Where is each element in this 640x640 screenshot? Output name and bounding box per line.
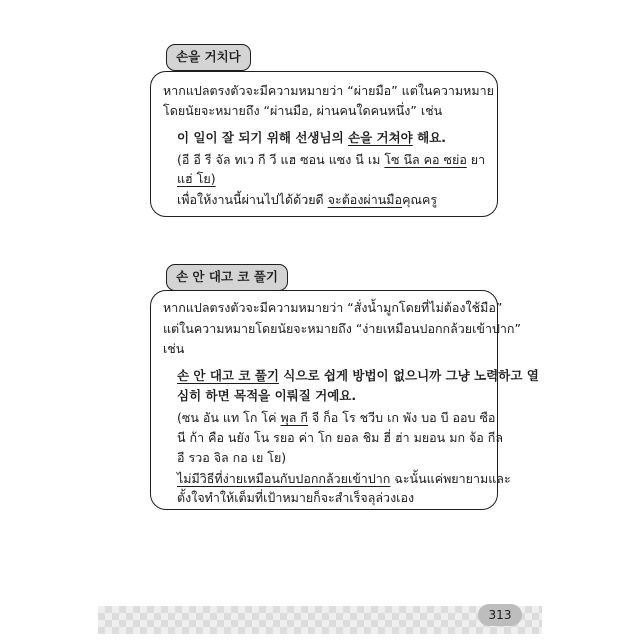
section-1-box bbox=[150, 71, 498, 217]
section-2-thai-line-2: ตั้งใจทำให้เต็มที่เป้าหมายก็จะสำเร็จลุล่วงเอง bbox=[177, 490, 415, 505]
section-2-pronunciation-line-2: นี ก้า คือ นยัง โน รยอ ค่า โก ยอล ชิม ฮี่ ฮ่า มยอน มก จ้อ กีล bbox=[177, 430, 504, 445]
section-1-intro-line-2: โดยนัยจะหมายถึง “ผ่านมือ, ผ่านคนใดคนหนึ่ง” เช่น bbox=[163, 103, 443, 118]
section-2-korean-line-1 bbox=[177, 368, 539, 384]
page-number: 313 bbox=[478, 604, 522, 626]
footer-pattern bbox=[98, 606, 542, 634]
thai-highlight: ไม่มีวิธีที่ง่ายเหมือนกับปอกกล้วยเข้าปาก bbox=[177, 471, 391, 486]
korean-highlight: 손 안 대고 코 풀기 bbox=[177, 368, 279, 383]
pron-highlight: โซ นึล คอ ซย่อ bbox=[384, 152, 467, 167]
pron-highlight: แฮ่ โย) bbox=[177, 171, 216, 186]
section-1-intro-line-1: หากแปลตรงตัวจะมีความหมายว่า “ผ่ายมือ” แต่ในความหมาย bbox=[163, 83, 494, 98]
pron-text: (ซน อัน แท โก โค่ bbox=[177, 410, 281, 425]
pron-text: (อี อี รี จัล ทเว กี วี แฮ ซอน แซง นี เม bbox=[177, 152, 385, 167]
section-1-pronunciation-line-1 bbox=[177, 152, 485, 168]
section-2-pronunciation-line-1 bbox=[177, 410, 495, 426]
section-1-thai-translation bbox=[177, 192, 437, 208]
section-2-intro-line-1: หากแปลตรงตัวจะมีความหมายว่า “สั่งน้ำมูกโดยที่ไม่ต้องใช้มือ” bbox=[163, 300, 503, 315]
section-1-korean-example bbox=[177, 130, 446, 146]
pron-text: ยา bbox=[466, 152, 486, 167]
pron-text: จี ก็อ โร ชวีบ เก พัง บอ บี ออบ ซือ bbox=[307, 410, 496, 425]
korean-text: 해요. bbox=[412, 130, 447, 145]
section-2-box bbox=[150, 290, 539, 510]
section-1-pronunciation-line-2 bbox=[177, 171, 216, 187]
thai-highlight: จะต้องผ่านมือ bbox=[327, 192, 403, 207]
section-2-intro-line-3: เช่น bbox=[163, 341, 185, 356]
korean-text: 식으로 쉽게 방법이 없으니까 그냥 노력하고 열 bbox=[278, 368, 539, 383]
thai-text: คุณครู bbox=[402, 192, 438, 207]
section-2-title: 손 안 대고 코 풀기 bbox=[166, 264, 288, 291]
korean-text: 이 일이 잘 되기 위해 선생님의 bbox=[177, 130, 349, 145]
section-1-title: 손을 거치다 bbox=[166, 44, 251, 71]
pron-highlight: พุล กี bbox=[280, 410, 308, 425]
thai-text: ฉะนั้นแค่พยายามและ bbox=[390, 471, 511, 486]
section-2-pronunciation-line-3: อี รวอ จิล กอ เย โย) bbox=[177, 450, 287, 465]
thai-text: เพื่อให้งานนี้ผ่านไปได้ด้วยดี bbox=[177, 192, 328, 207]
section-2-intro-line-2: แต่ในความหมายโดยนัยจะหมายถึง “ง่ายเหมือนปอกกล้วยเข้าปาก” bbox=[163, 321, 521, 336]
section-2-thai-line-1 bbox=[177, 471, 511, 487]
section-2-korean-line-2: 심히 하면 목적을 이뤄질 거예요. bbox=[177, 388, 357, 403]
korean-highlight: 손을 거쳐야 bbox=[348, 130, 413, 145]
